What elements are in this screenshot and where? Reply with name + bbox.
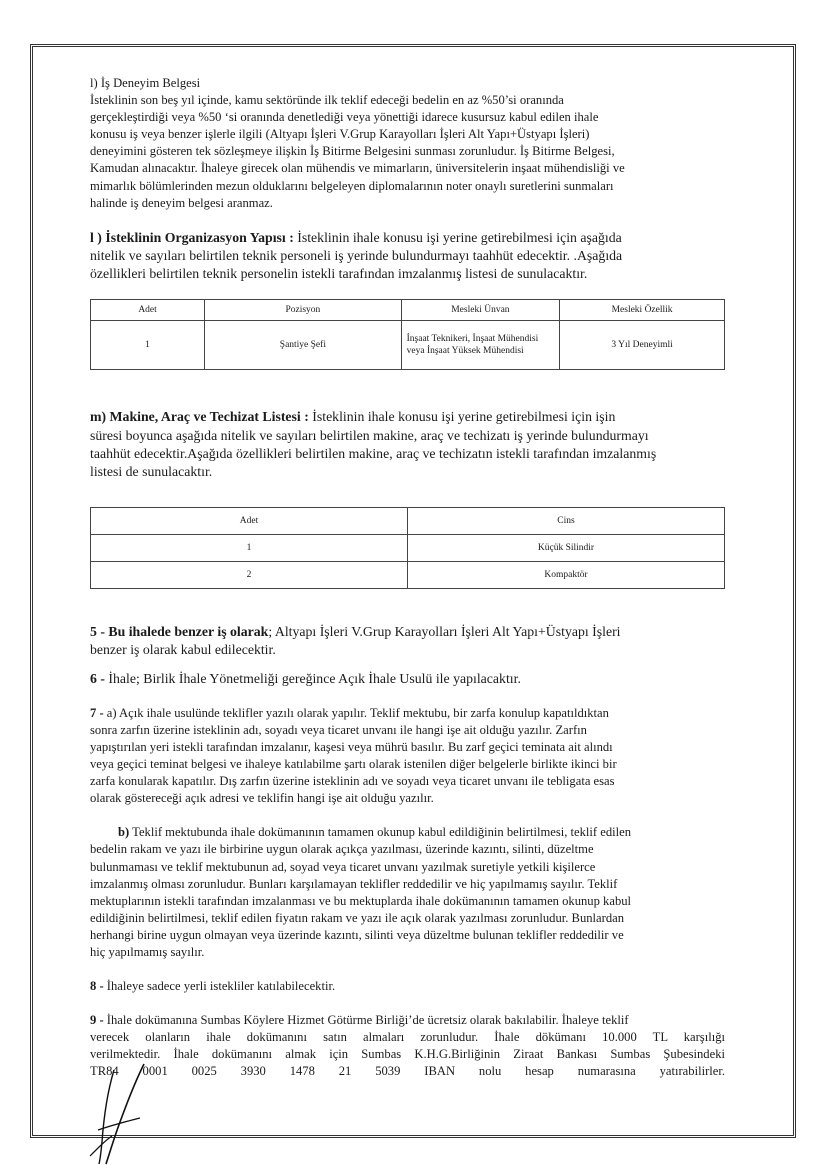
item-7a-first-line [90,705,725,722]
machinery-table [90,507,725,589]
text-line: süresi boyunca aşağıda nitelik ve sayıları belirtilen makine, araç ve techizatı iş yerinde bulundurmayı [90,427,649,443]
text-line: veya geçici teminat belgesi ve ihaleye katılabilme şartı olarak istenilen diğer belgelerle birlikte ikinci bir [90,757,617,772]
text-line: zarfa konularak kapatılır. Dış zarfın üzerine isteklinin adı ve soyadı veya ticaret unvanı ile tebligata esas [90,774,615,789]
org-heading: l ) İsteklinin Organizasyon Yapısı : [90,229,294,245]
table-header-row [91,300,725,321]
section-organization [90,229,725,284]
org-first-line [90,229,725,247]
item-6 [90,670,725,688]
text-line: olarak göstereceği açık adresi ve teklifin hangi işe ait olduğu yazılır. [90,791,434,806]
text-line: edildiğinin belirtilmesi, teklif edilen fiyatın rakam ve yazı ile açık olarak yazılması zorunludur. Bunlardan [90,910,625,925]
item-6-text: İhale; Birlik İhale Yönetmeliği gereğince Açık İhale Usulü ile yapılacaktır. [108,670,521,686]
item-5-label: 5 - Bu ihalede benzer iş olarak [90,624,269,640]
item-8 [90,978,725,995]
table-row [91,535,725,562]
text-line: deneyimini gösteren tek sözleşmeye ilişkin İş Bitirme Belgesini sunması zorunludur. İş Bitirme Belgesi, [90,144,615,159]
table-row [91,562,725,589]
table-cell: 1 [91,321,205,370]
table-cell: İnşaat Teknikeri, İnşaat Mühendisi veya İnşaat Yüksek Mühendisi [401,321,560,370]
item-9-label: 9 - [90,1013,104,1028]
text-line: mimarlık bölümlerinden mezun olduklarını belgeleyen diplomalarının noter onaylı suretlerini sunmaları [90,178,614,193]
table-cell: Küçük Silindir [408,535,725,562]
text-line: konusu iş veya benzer işlerle ilgili (Altyapı İşleri V.Grup Karayolları İşleri Alt Yapı+Üstyapı İşleri) [90,127,590,142]
item-6-label: 6 - [90,670,105,686]
item-7b-line-0: Teklif mektubunda ihale dokümanının tamamen okunup kabul edildiğinin belirtilmesi, teklif edilen [132,825,632,840]
signature-mark [84,1060,154,1165]
text-line: imzalanmış olması zorunludur. Bunları karşılamayan teklifler reddedilir ve hiç yapılmamış sayılır. Teklif [90,876,618,891]
table-cell: 3 Yıl Deneyimli [560,321,725,370]
machinery-first-line [90,408,725,426]
personnel-table-wrap [90,299,725,370]
personnel-table [90,299,725,370]
item-7-label: 7 - [90,705,104,720]
item-9-first-line [90,1012,725,1029]
item-8-text: İhaleye sadece yerli istekliler katılabilecektir. [106,979,336,994]
item-7b [90,824,725,961]
text-line: Kamudan alınacaktır. İhaleye girecek olan mühendis ve mimarların, üniversitelerin inşaat mühendisliği ve [90,161,625,176]
table-cell: Kompaktör [408,562,725,589]
table-header: Adet [91,300,205,321]
text-line: özellikleri belirtilen teknik personelin istekli tarafından imzalanmış listesi de sunulacaktır. [90,266,588,282]
text-line: nitelik ve sayıları belirtilen teknik personeli iş yerinde bulundurmayı taahhüt edecektir. .Aşağıda [90,247,623,263]
table-cell: 2 [91,562,408,589]
document-body [90,75,725,1081]
table-header: Mesleki Ünvan [401,300,560,321]
text-line: gerçekleştirdiği veya %50 ‘si oranında denetlediği veya yönettiği idarece kusursuz kabul edilen ihale [90,110,599,125]
text-line: taahhüt edecektir.Aşağıda özellikleri belirtilen makine, araç ve techizatın istekli tarafından imzalanmış [90,445,657,461]
text-line: mektuplarının istekli tarafından imzalanması ve bu mektuplarda ihale dokümanının tamamen okunup kabul [90,893,632,908]
item-5 [90,623,725,659]
item-7a [90,705,725,808]
item-7a-line-0: a) Açık ihale usulünde teklifler yazılı olarak yapılır. Teklif mektubu, bir zarfa konulup kapatıldıktan [106,705,609,720]
item-7b-label: b) [118,825,130,840]
item-9 [90,1012,725,1080]
text-line: sonra zarfın üzerine isteklinin adı, soyadı veya ticaret unvanı ile hangi işe ait olduğu yazılır. Zarfın [90,722,587,737]
section-machinery [90,408,725,481]
section-work-experience [90,75,725,212]
text-line: verecek olanların ihale dokümanını satın almaları zorunludur. İhale dökümanı 10.000 TL karşılığı [90,1030,725,1045]
section-l-title: l) İş Deneyim Belgesi [90,76,201,90]
table-row [91,321,725,370]
table-header-row [91,508,725,535]
text-line: bedelin rakam ve yazı ile birbirine uygun olarak açıkça yazılması, üzerinde kazıntı, silinti, düzeltme [90,842,594,857]
item-5-line-0: ; Altyapı İşleri V.Grup Karayolları İşleri Alt Yapı+Üstyapı İşleri [268,624,621,640]
table-header: Mesleki Özellik [560,300,725,321]
item-8-label: 8 - [90,979,104,994]
table-header: Adet [91,508,408,535]
item-7b-first-line [90,824,725,841]
table-header: Pozisyon [205,300,402,321]
item-5-first-line [90,623,725,641]
table-header: Cins [408,508,725,535]
text-line: verilmektedir. İhale dokümanını almak için Sumbas K.H.G.Birliğinin Ziraat Bankası Sumbas Şubesindeki [90,1047,725,1062]
text-line: hiç yapılmamış sayılır. [90,945,205,959]
text-line: TR84 0001 0025 3930 1478 21 5039 IBAN nolu hesap numarasına yatırabilirler. [90,1064,725,1079]
text-line: bulunmaması ve teklif mektubunun ad, soyad veya ticaret unvanı yazılmak suretiyle yetkili kişilerce [90,859,596,874]
table-cell: Şantiye Şefi [205,321,402,370]
item-9-line-0: İhale dokümanına Sumbas Köylere Hizmet Götürme Birliği’de ücretsiz olarak bakılabilir. İhaleye teklif [106,1013,629,1028]
text-line: herhangi birine uygun olmayan veya üzerinde kazıntı, silinti veya düzeltme bulunan teklifler reddedilir ve [90,927,624,942]
text-line: İsteklinin son beş yıl içinde, kamu sektöründe ilk teklif edeceği bedelin en az %50’si oranında [90,93,564,108]
machinery-line-0: İsteklinin ihale konusu işi yerine getirebilmesi için işin [312,409,616,425]
table-cell: 1 [91,535,408,562]
text-line: listesi de sunulacaktır. [90,463,213,479]
machinery-table-wrap [90,507,725,589]
text-line: halinde iş deneyim belgesi aranmaz. [90,195,273,210]
text-line: yapıştırılan yeri istekli tarafından imzalanır, kaşesi veya mührü basılır. Bu zarf geçici teminata ait alındı [90,739,613,754]
machinery-heading: m) Makine, Araç ve Techizat Listesi : [90,409,309,425]
text-line: benzer iş olarak kabul edilecektir. [90,642,276,658]
org-line-0: İsteklinin ihale konusu işi yerine getirebilmesi için aşağıda [297,229,622,245]
